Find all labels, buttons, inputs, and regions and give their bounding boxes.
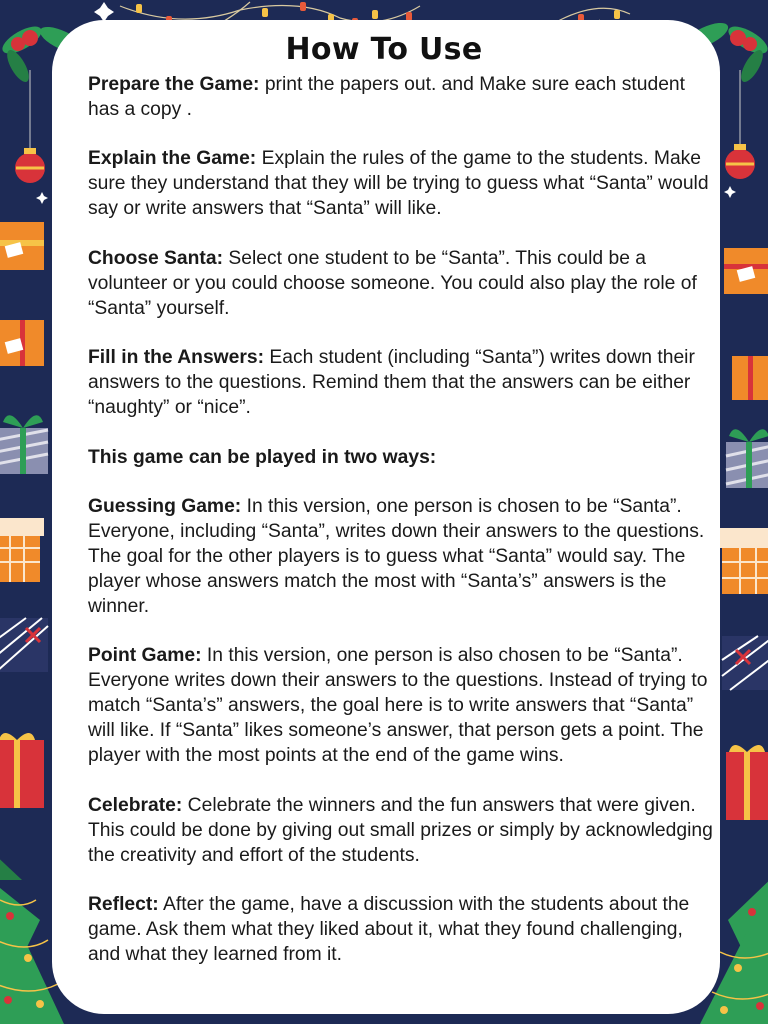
section-heading: Choose Santa: — [88, 247, 223, 269]
section-heading: Fill in the Answers: — [88, 347, 265, 369]
section-heading: This game can be played in two ways: — [88, 446, 437, 468]
section-text: Explain the rules of the game to the students. Make sure they understand that they will be trying to guess what “Santa” would say or write answers that “Santa” will like. — [88, 148, 709, 220]
section-text: Celebrate the winners and the fun answers that were given. This could be done by giving out small prizes or simply by acknowledging the creativity and effort of the students. — [88, 794, 713, 866]
section-choose-santa — [88, 246, 714, 321]
gift-diagonal-left — [0, 618, 48, 672]
page-title: How To Use — [285, 32, 483, 67]
section-guessing-game — [88, 494, 714, 619]
gift-red-left — [0, 733, 44, 808]
section-explain-game — [88, 146, 714, 221]
gift-orange-right-1 — [724, 248, 768, 294]
section-point-game — [88, 643, 714, 768]
section-reflect — [88, 892, 714, 967]
section-text: Each student (including “Santa”) writes down their answers to the questions. Remind them that the answers can be either “naughty” or “nice”. — [88, 347, 695, 419]
section-text: Select one student to be “Santa”. This could be a volunteer or you could choose someone. You could also play the role of “Santa” yourself. — [88, 247, 697, 319]
section-text: In this version, one person is also chosen to be “Santa”. Everyone writes down their answers to the questions. Instead of trying to match “Santa’s” answers, the goal here is to write answers that “Santa” will like. If “Santa” likes someone’s answer, that person gets a point. The player with the most points at the end of the game wins. — [88, 645, 708, 767]
section-fill-answers — [88, 345, 714, 420]
gift-grid-right — [720, 528, 768, 594]
section-heading: Guessing Game: — [88, 495, 242, 517]
section-text: print the papers out. and Make sure each student has a copy . — [88, 74, 685, 120]
gift-red-right — [726, 745, 768, 820]
gift-orange-left-2 — [0, 320, 44, 366]
section-text: After the game, have a discussion with the students about the game. Ask them what they liked about it, what they found challenging, and what they learned from it. — [88, 894, 690, 966]
section-text: In this version, one person is chosen to be “Santa”. Everyone, including “Santa”, writes down their answers to the questions. The goal for the other players is to guess what “Santa” would say. The player whose answers match the most with “Santa’s” answers is the winner. — [88, 495, 705, 617]
section-heading: Explain the Game: — [88, 148, 257, 170]
gift-diagonal-right — [722, 636, 768, 690]
section-heading: Point Game: — [88, 645, 202, 667]
gift-striped-left — [0, 415, 48, 474]
gift-orange-left-1 — [0, 222, 44, 270]
section-two-ways — [88, 445, 714, 470]
section-prepare-game — [88, 72, 714, 122]
section-celebrate — [88, 793, 714, 868]
gift-grid-left — [0, 518, 44, 582]
section-heading: Prepare the Game: — [88, 74, 260, 95]
gift-orange-right-2 — [732, 356, 768, 400]
section-heading: Reflect: — [88, 894, 159, 916]
section-heading: Celebrate: — [88, 794, 183, 816]
gift-striped-right — [726, 429, 768, 488]
instructions-body — [88, 72, 714, 992]
